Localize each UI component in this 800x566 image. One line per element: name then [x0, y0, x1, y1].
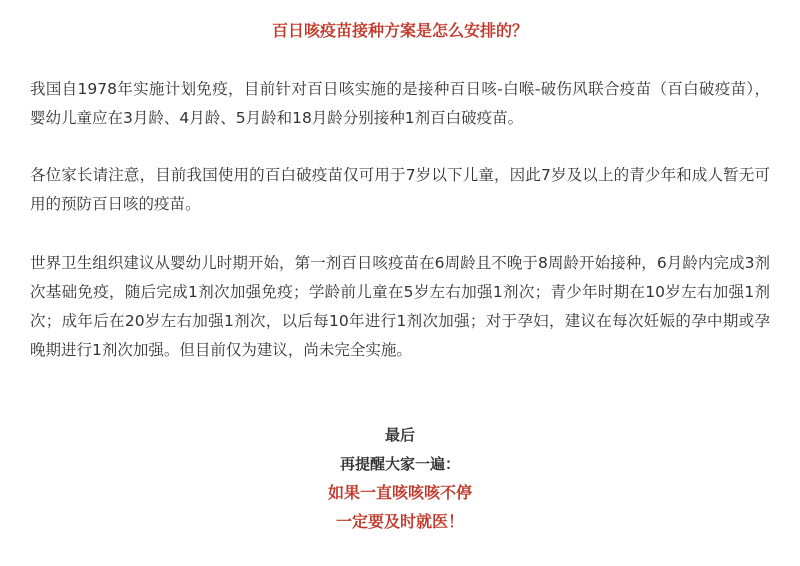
paragraph-who-recommendation: 世界卫生组织建议从婴幼儿时期开始，第一剂百日咳疫苗在6周龄且不晚于8周龄开始接种，6月龄内完成3剂次基础免疫，随后完成1剂次加强免疫；学龄前儿童在5岁左右加强1剂次；青少年时期在10岁左右加强1剂次；成年后在20岁左右加强1剂次，以后每10年进行1剂次加强；对于孕妇，建议在每次妊娠的孕中期或孕晚期进行1剂次加强。但目前仅为建议，尚未完全实施。 [30, 254, 770, 359]
closing-reminder: 再提醒大家一遍： [339, 455, 460, 473]
paragraph-parent-notice: 各位家长请注意，目前我国使用的百白破疫苗仅可用于7岁以下儿童，因此7岁及以上的青少年和成人暂无可用的预防百日咳的疫苗。 [30, 166, 770, 213]
closing-warning-line: 如果一直咳咳咳不停 [327, 483, 472, 502]
article-heading: 百日咳疫苗接种方案是怎么安排的？ [271, 21, 528, 40]
paragraph-vaccination-schedule: 我国自1978年实施计划免疫，目前针对百日咳实施的是接种百日咳-白喉-破伤风联合疫苗（百白破疫苗），婴幼儿童应在3月龄、4月龄、5月龄和18月龄分别接种1剂百白破疫苗。 [30, 80, 770, 127]
closing-label: 最后 [384, 426, 415, 444]
closing-advice-line: 一定要及时就医！ [335, 512, 464, 531]
